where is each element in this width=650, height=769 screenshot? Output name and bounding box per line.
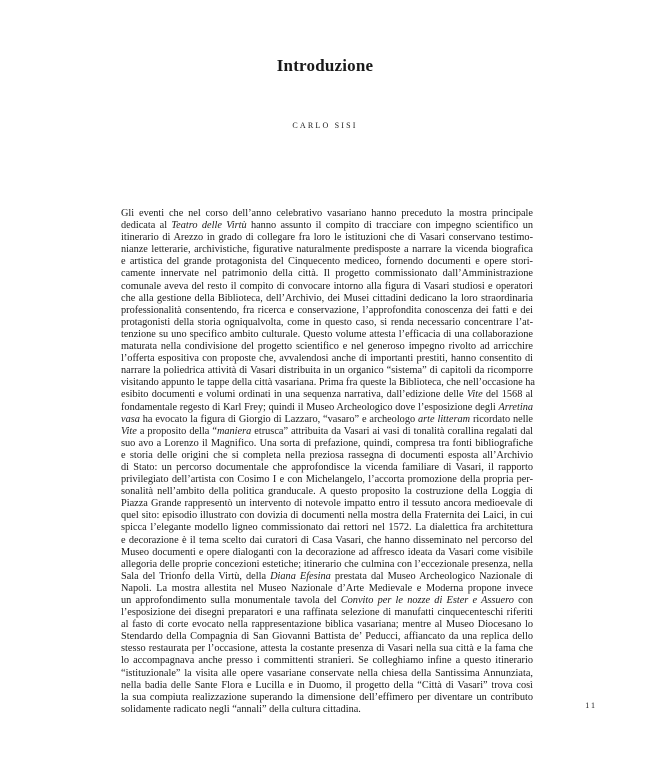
body-line [121, 704, 533, 716]
body-line [121, 680, 533, 692]
text-segment: nella badia delle Sante Flora e Lucilla e in Duomo, il progetto della “Città di Vasari” trova così [121, 679, 533, 691]
text-segment: camente innervate nel patrimonio della città. Il progetto commissionato dall’Amministrazione [121, 268, 533, 280]
body-line [121, 559, 533, 571]
body-line [121, 317, 533, 329]
text-segment: Napoli. La mostra allestita nel Museo Nazionale d’Arte Medievale e Moderna propone invece [121, 582, 533, 594]
text-segment: lo accompagnava anche presso i committenti stranieri. Se colleghiamo infine a questo itinerario [121, 655, 533, 667]
text-segment: un approfondimento sulla monumentale tavola del [121, 595, 341, 606]
text-segment: maturata nella condivisione del progetto scientifico e nel generoso impegno rivolto ad arricchire [121, 341, 533, 353]
text-segment: allegoria delle proprie concezioni estetiche; itinerario che culmina con l’eccezionale presenza, nella [121, 558, 533, 570]
body-line [121, 486, 533, 498]
body-line [121, 692, 533, 704]
italic-segment: vasa [121, 413, 140, 425]
text-segment: quel sito: episodio illustrato con dovizia di documenti nella mostra della Fraternita dei Laici, in cui [121, 510, 533, 522]
text-segment: del 1568 al [482, 389, 534, 401]
body-line [121, 668, 533, 680]
body-line [121, 547, 533, 559]
body-line [121, 583, 533, 595]
body-text [121, 208, 536, 716]
text-segment: privilegiato dell’artista con Cosimo I e con Michelangelo, l’accorta promozione della propria per- [121, 474, 533, 486]
text-segment: professionalità consentendo, fra ricerca e conservazione, l’approfondita conoscenza dei fatti e dei [121, 304, 533, 316]
body-line [121, 305, 533, 317]
body-line [121, 462, 533, 474]
text-segment: la sua compiuta realizzazione superando la dimensione dell’effimero per diventare un contributo [121, 691, 533, 703]
text-segment: con [513, 595, 533, 606]
body-line [121, 619, 533, 631]
body-line [121, 595, 533, 607]
body-line [121, 450, 533, 462]
body-line [121, 329, 533, 341]
text-segment: e storia delle origini che si completa nella preziosa rassegna di documenti esposta all’Archivio [121, 449, 533, 461]
body-line [121, 438, 533, 450]
body-line [121, 281, 533, 293]
text-segment: spicca l’elegante modello ligneo commissionato dai rettori nel 1572. La dialettica fra architettura [121, 522, 533, 534]
text-segment: stesso restaurata per l’occasione, attesta la costante presenza di Vasari nella sua città e la fama che [121, 643, 533, 655]
body-line [121, 256, 533, 268]
text-segment: nianze letterarie, archivistiche, figurative naturalmente predisposte a narrare la vicenda biografica [121, 244, 533, 256]
text-segment: l’esposizione dei disegni preparatori e una raffinata selezione di manufatti cinquecenteschi riferiti [121, 607, 533, 619]
body-line [121, 389, 533, 401]
text-segment: dedicata al [121, 220, 172, 232]
body-line [121, 655, 533, 667]
text-segment: narrare la poliedrica attività di Vasari distribuita in un organico “sistema” di capitoli da ricomporre [121, 365, 533, 377]
text-segment: e decorazione è il tema scelto dai curatori di Casa Vasari, che hanno disseminato nel percorso del [121, 534, 533, 546]
body-line [121, 498, 533, 510]
text-segment: prestata dal Museo Archeologico Nazionale di [330, 570, 534, 582]
body-line [121, 232, 533, 244]
body-line [121, 571, 533, 583]
body-line [121, 208, 533, 220]
text-segment: ricordato nelle [470, 413, 533, 425]
body-line [121, 365, 533, 377]
text-segment: fondamentale regesto di Karl Frey; quindi il Museo Archeologico dove l’esposizione degli [121, 401, 499, 413]
text-segment: l’offerta espositiva con proposte che, avvalendosi anche di importanti prestiti, hanno consentito di [121, 353, 533, 365]
body-line [121, 643, 533, 655]
author-name: CARLO SISI [292, 121, 358, 130]
text-segment: itinerario di Arezzo in grado di collegare fra loro le istituzioni che di Vasari conservano testimo- [121, 232, 533, 244]
text-segment: a proposito della “ [136, 425, 217, 437]
italic-segment: Vite [466, 389, 483, 401]
page-number: 11 [585, 701, 597, 710]
body-line [121, 341, 533, 353]
italic-segment: Arretina [498, 401, 533, 413]
body-line [121, 220, 533, 232]
text-segment: e artistica del grande protagonista del Cinquecento mediceo, fornendo documenti e opere stori- [121, 256, 533, 268]
text-segment: di Stato: un percorso documentale che approfondisce la vicenda familiare di Vasari, il rapporto [121, 461, 533, 473]
italic-segment: Teatro delle Virtù [171, 220, 247, 232]
body-line [121, 474, 533, 486]
text-segment: Gli eventi che nel corso dell’anno celebrativo vasariano hanno preceduto la mostra principale [121, 208, 533, 219]
italic-segment: arte litteram [418, 413, 471, 425]
text-segment: hanno assunto il compito di tracciare con impegno scientifico un [246, 220, 533, 232]
body-line [121, 244, 533, 256]
text-segment: al fasto di corte evocato nella rappresentazione biblica vasariana; mentre al Museo Diocesano lo [121, 619, 533, 631]
text-segment: visitando appunto le tappe della città vasariana. Prima fra queste la Biblioteca, che nell’occasione ha [121, 377, 536, 389]
text-segment: “istituzionale” la visita alle opere vasariane conservate nella chiesa della Santissima Annunziata, [121, 667, 533, 679]
text-segment: Sala del Trionfo della Virtù, della [121, 570, 271, 582]
body-line [121, 631, 533, 643]
body-line [121, 402, 533, 414]
text-segment: Piazza Grande rappresentò un intervento di notevole impatto entro il tessuto ancora medioevale di [121, 498, 533, 510]
text-segment: sonalità nell’ambito della politica granducale. A questo proposito la costruzione della Loggia di [121, 486, 533, 498]
page-title: Introduzione [276, 56, 374, 75]
text-segment: Stendardo della Compagnia di San Giovanni Battista de’ Peducci, affiancato da una replica dello [121, 631, 533, 643]
text-segment: tenzione su uno specifico ambito culturale. Questo volume attesta l’efficacia di una collaborazione [121, 328, 533, 340]
text-segment: solidamente radicato negli “annali” della cultura cittadina. [121, 703, 361, 715]
body-line [121, 293, 533, 305]
body-line [121, 522, 533, 534]
text-segment: etrusca” attribuita da Vasari ai vasi di tonalità corallina regalati dal [251, 425, 533, 437]
italic-segment: maniera [216, 425, 252, 437]
body-line [121, 353, 533, 365]
text-segment: comunale aveva del resto il compito di convocare intorno alla figura di Vasari studiosi e operatori [121, 280, 533, 292]
text-segment: che alla gestione della Biblioteca, dell’Archivio, dei Musei cittadini dedicano la loro straordinaria [121, 292, 533, 304]
text-segment: ha evocato la figura di Giorgio di Lazzaro, “vasaro” e archeologo [139, 413, 418, 425]
italic-segment: Diana Efesina [270, 570, 331, 582]
body-line [121, 414, 533, 426]
italic-segment: Vite [121, 425, 137, 437]
body-line [121, 426, 533, 438]
text-segment: suo avo a Lorenzo il Magnifico. Una sorta di prefazione, quindi, compresa tra fonti bibliografiche [121, 437, 533, 449]
body-line [121, 607, 533, 619]
body-line [121, 510, 533, 522]
text-segment: protagonisti della storia ogniqualvolta, come in questo caso, si renda necessario concentrare l’at- [121, 316, 533, 328]
body-line [121, 377, 536, 389]
body-line [121, 535, 533, 547]
text-segment: Museo documenti e opere dialoganti con la decorazione ad affresco ideata da Vasari come visibile [121, 546, 533, 558]
text-segment: esibito documenti e volumi ordinati in una sequenza narrativa, dall’edizione delle [121, 389, 467, 401]
italic-segment: Convito per le nozze di Ester e Assuero [340, 595, 514, 606]
body-line [121, 268, 533, 280]
